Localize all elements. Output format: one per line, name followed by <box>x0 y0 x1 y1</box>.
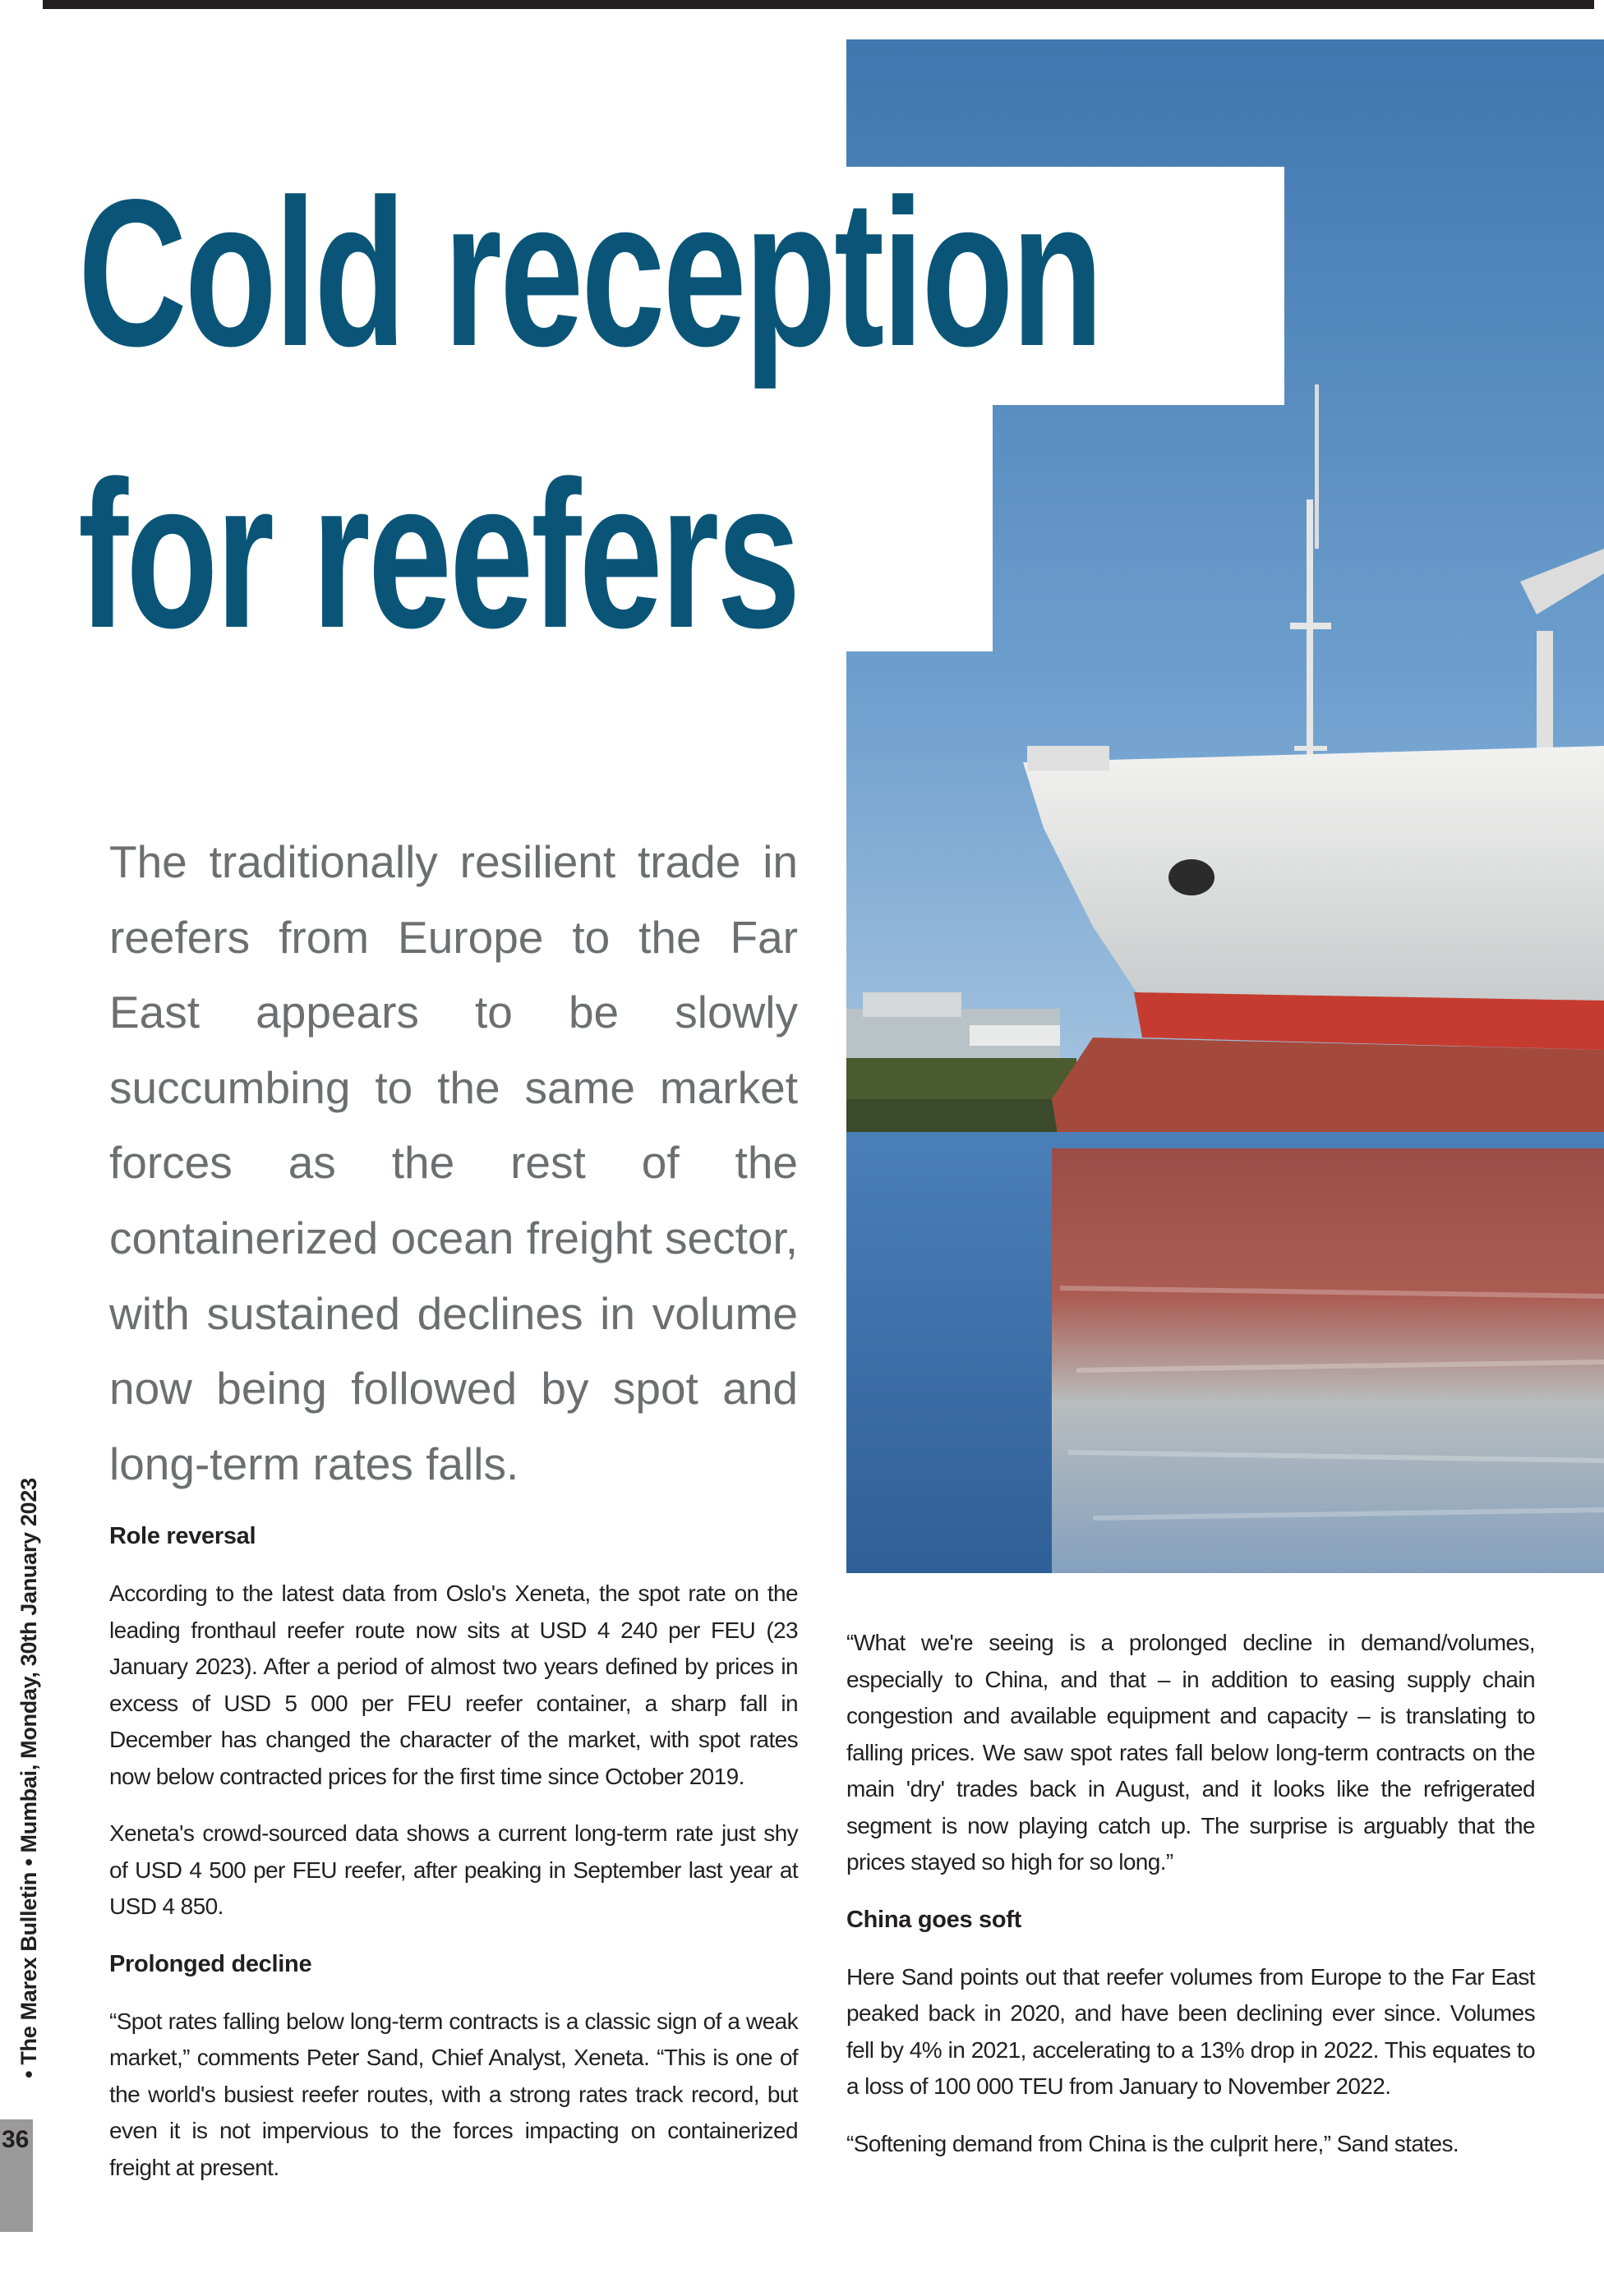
right-column <box>846 1625 1535 2183</box>
section-heading: Prolonged decline <box>109 1950 312 1977</box>
left-column <box>109 1518 798 2206</box>
section-heading: Role reversal <box>109 1523 256 1549</box>
body-paragraph: According to the latest data from Oslo's Xeneta, the spot rate on the leading fronthaul reefer route now sits at USD 4 240 per FEU (23 January 2023). After a period of almost two years defined by prices in excess of USD 5 000 per FEU reefer container, a sharp fall in December has changed the character of the market, with spot rates now below contracted prices for the first time since October 2019. <box>109 1581 798 1789</box>
body-paragraph: “Softening demand from China is the culprit here,” Sand states. <box>846 2130 1459 2156</box>
body-paragraph: “Spot rates falling below long-term contracts is a classic sign of a weak market,” comments Peter Sand, Chief Analyst, Xeneta. “This is one of the world's busiest reefer routes, with a strong rates track record, but even it is not impervious to the forces impacting on containerized freight at present. <box>109 2008 798 2180</box>
standfirst: The traditionally resilient trade in reefers from Europe to the Far East appears to be slowly succumbing to the same market forces as the rest of the containerized ocean freight sector, with sustained declines in volume now being followed by spot and long-term rates falls. <box>109 836 798 1489</box>
body-paragraph: Here Sand points out that reefer volumes from Europe to the Far East peaked back in 2020, and have been declining ever since. Volumes fell by 4% in 2021, accelerating to a 13% drop in 2022. This equates to a loss of 100 000 TEU from January to November 2022. <box>846 1963 1535 2099</box>
headline-line-2: for reefers <box>78 438 799 672</box>
top-rule <box>43 0 1594 9</box>
page-number: 36 <box>2 2126 30 2153</box>
section-heading: China goes soft <box>846 1906 1022 1933</box>
body-paragraph: “What we're seeing is a prolonged decline in demand/volumes, especially to China, and that – in addition to easing supply chain congestion and available equipment and capacity – is translating to falling prices. We saw spot rates fall below long-term contracts on the main 'dry' trades back in August, and it looks like the refrigerated segment is now playing catch up. The surprise is arguably that the prices stayed so high for so long.” <box>846 1630 1535 1875</box>
headline-line-1: Cold reception <box>78 156 1101 390</box>
title-knockout-box <box>822 405 993 651</box>
publication-line: • The Marex Bulletin • Mumbai, Monday, 30th January 2023 <box>16 1478 41 2078</box>
body-paragraph: Xeneta's crowd-sourced data shows a current long-term rate just shy of USD 4 500 per FEU reefer, after peaking in September last year at USD 4 850. <box>109 1820 798 1919</box>
